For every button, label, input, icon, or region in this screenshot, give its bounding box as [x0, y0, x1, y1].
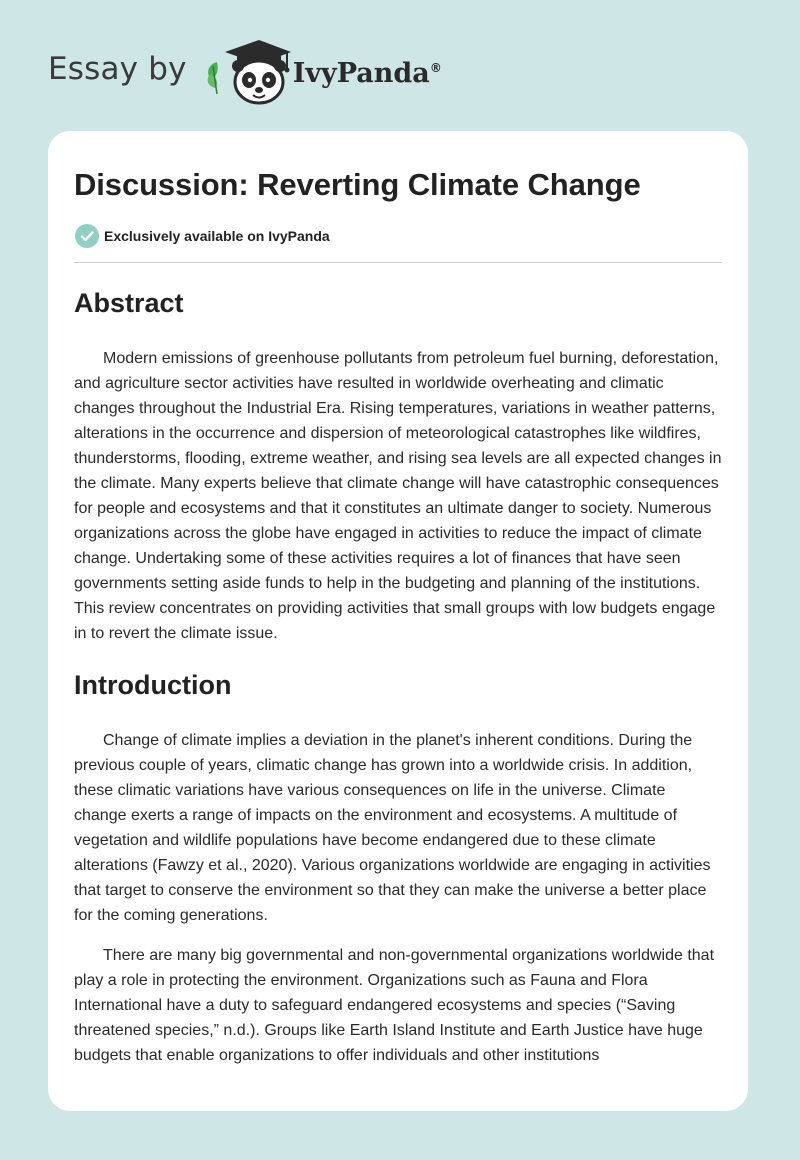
- site-header: [48, 36, 442, 108]
- introduction-paragraph-1: Change of climate implies a deviation in the planet's inherent conditions. During the previous couple of years, climatic change has grown into a worldwide crisis. In addition, these climatic variations have various consequences on life in the universe. Climate change exerts a range of impacts on the environment and ecosystems. A multitude of vegetation and wildlife populations have become endangered due to these climate alterations (Fawzy et al., 2020). Various organizations worldwide are engaging in activities that target to conserve the environment so that they can make the universe a better place for the coming generations.: [74, 732, 711, 924]
- exclusive-badge: [74, 223, 722, 249]
- section-introduction: [74, 668, 722, 1068]
- title-divider: [74, 262, 722, 263]
- check-circle-icon: [74, 223, 100, 249]
- registered-mark: ®: [429, 60, 442, 75]
- exclusive-badge-text: Exclusively available on IvyPanda: [104, 228, 330, 244]
- panda-graduation-cap-icon[interactable]: [201, 36, 291, 108]
- section-abstract: [74, 286, 722, 646]
- introduction-paragraph-2: There are many big governmental and non-governmental organizations worldwide that play a role in protecting the environment. Organizations such as Fauna and Flora International have a duty to safeguard endangered ecosystems and species (“Saving threatened species,” n.d.). Groups like Earth Island Institute and Earth Justice have huge budgets that enable organizations to offer individuals and other institutions: [74, 947, 715, 1064]
- abstract-paragraph: Modern emissions of greenhouse pollutants from petroleum fuel burning, deforestation, and agriculture sector activities have resulted in worldwide overheating and climatic changes throughout the Industrial Era. Rising temperatures, variations in weather patterns, alterations in the occurrence and dispersion of meteorological catastrophes like wildfires, thunderstorms, flooding, extreme weather, and rising sea levels are all expected changes in the climate. Many experts believe that climate change will have catastrophic consequences for people and ecosystems and that it constitutes an ultimate danger to society. Numerous organizations across the globe have engaged in activities to reduce the impact of climate change. Undertaking some of these activities requires a lot of finances that have seen governments setting aside funds to help in the budgeting and planning of the institutions. This review concentrates on providing activities that small groups with low budgets engage in to revert the climate issue.: [74, 350, 722, 642]
- essay-card: [48, 131, 748, 1111]
- section-heading-introduction: Introduction: [74, 670, 232, 700]
- brand-prefix: Essay by: [48, 51, 187, 87]
- brand-name[interactable]: IvyPanda®: [292, 57, 442, 89]
- page-title: Discussion: Reverting Climate Change: [74, 167, 641, 202]
- section-heading-abstract: Abstract: [74, 288, 184, 318]
